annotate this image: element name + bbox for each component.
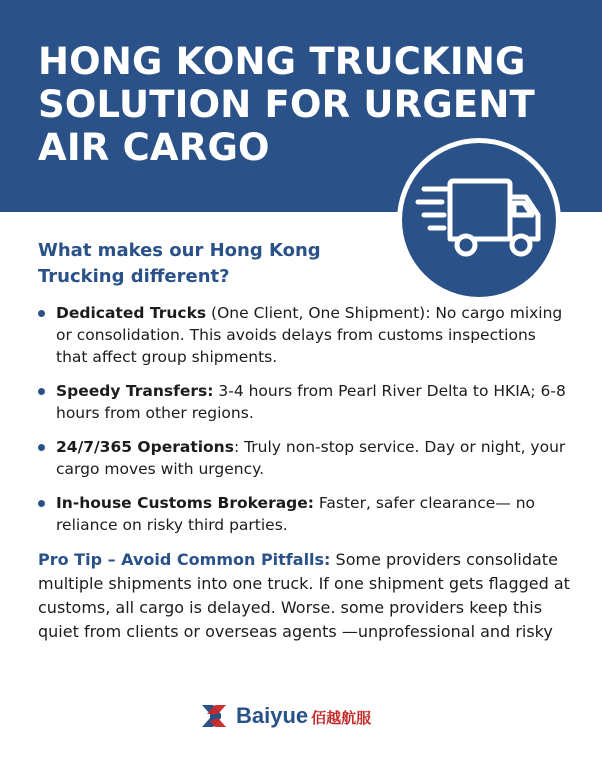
bullet-text: Faster, safer clearance— no reliance on risky third parties. — [56, 494, 536, 534]
title-line-2: SOLUTION FOR URGENT — [38, 83, 535, 126]
logo-chinese-name: 佰越航服 — [311, 709, 372, 727]
list-item — [38, 436, 568, 480]
title-line-1: HONG KONG TRUCKING — [38, 40, 526, 83]
list-item — [38, 302, 568, 368]
list-item — [38, 380, 568, 424]
bullet-dot-icon — [38, 388, 45, 395]
bullet-text: (One Client, One Shipment): No cargo mixing or consolidation. This avoids delays from customs inspections that affect group shipments. — [56, 304, 563, 366]
list-item — [38, 492, 568, 536]
pro-tip-paragraph — [38, 548, 572, 644]
logo-wordmark: Baiyue — [236, 703, 309, 728]
feature-list — [38, 302, 568, 548]
baiyue-logo-mark-icon — [200, 701, 230, 731]
bullet-text: : Truly non-stop service. Day or night, your cargo moves with urgency. — [56, 438, 566, 478]
bullet-title: In-house Customs Brokerage: — [56, 494, 314, 512]
bullet-title: Dedicated Trucks — [56, 304, 207, 322]
bullet-dot-icon — [38, 500, 45, 507]
section-heading-line-1: What makes our Hong Kong — [38, 240, 321, 261]
bullet-dot-icon — [38, 310, 45, 317]
bullet-title: Speedy Transfers: — [56, 382, 214, 400]
truck-badge — [397, 138, 561, 302]
bullet-dot-icon — [38, 444, 45, 451]
section-heading — [38, 238, 321, 290]
pro-tip-text: Some providers consolidate multiple shipments into one truck. If one shipment gets flagged at customs, all cargo is delayed. Worse. some providers keep this quiet from clients or overseas agents —unprofessional and risky — [38, 550, 570, 641]
bullet-title: 24/7/365 Operations — [56, 438, 234, 456]
bullet-text: 3-4 hours from Pearl River Delta to HKIA; 6-8 hours from other regions. — [56, 382, 566, 422]
pro-tip-label: Pro Tip – Avoid Common Pitfalls: — [38, 550, 331, 569]
brand-logo — [200, 700, 371, 732]
section-heading-line-2: Trucking different? — [38, 266, 230, 287]
fast-delivery-truck-icon — [402, 143, 556, 297]
title-line-3: AIR CARGO — [38, 126, 270, 169]
